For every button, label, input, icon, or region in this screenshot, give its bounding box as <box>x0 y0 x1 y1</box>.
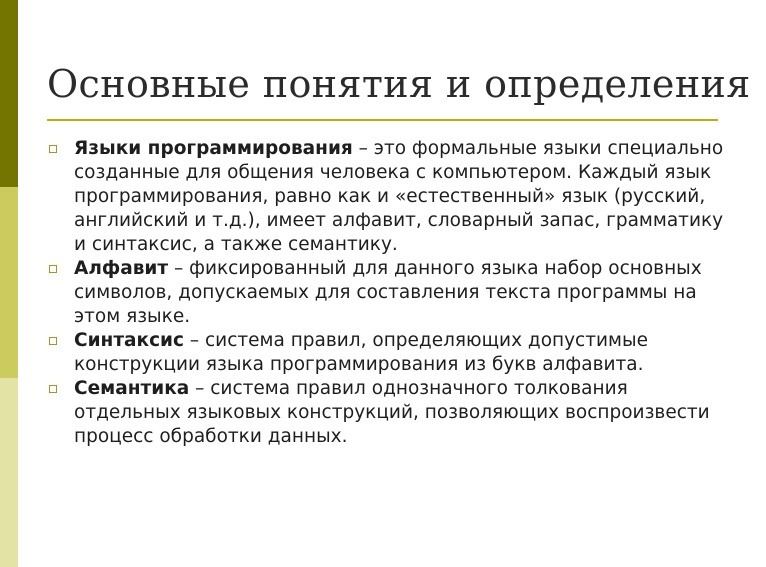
definition-item-syntax <box>45 329 725 377</box>
slide-title: Основные понятия и определения <box>47 62 751 106</box>
definition-text: – система правил однозначного толкования отдельных языковых конструкций, позволяющих воспроизвести процесс обработки данных. <box>74 378 710 447</box>
definition-item-alphabet <box>45 257 725 329</box>
definition-text: – система правил, определяющих допустимые конструкции языка программирования из букв алфавита. <box>74 330 648 375</box>
left-accent-bar <box>0 0 18 567</box>
definition-term: Языки программирования <box>74 138 353 159</box>
accent-bar-bottom-segment <box>0 378 18 567</box>
hollow-square-icon <box>49 385 57 393</box>
accent-bar-top-segment <box>0 0 18 187</box>
definitions-list <box>45 137 725 449</box>
definition-text: – фиксированный для данного языка набор основных символов, допускаемых для составления текста программы на этом языке. <box>74 258 702 327</box>
hollow-square-icon <box>49 265 57 273</box>
definition-text: – это формальные языки специально созданные для общения человека с компьютером. Каждый язык программирования, равно как и «естественный» язык (русский, английский и т.д.), имеет алфавит, словарный запас, грамматику и синтаксис, а также семантику. <box>74 138 724 255</box>
hollow-square-icon <box>49 145 57 153</box>
accent-bar-middle-segment <box>0 187 18 378</box>
definition-term: Алфавит <box>74 258 169 279</box>
hollow-square-icon <box>49 337 57 345</box>
definition-term: Синтаксис <box>74 330 184 351</box>
definition-term: Семантика <box>74 378 190 399</box>
definition-item-languages <box>45 137 725 257</box>
title-underline <box>47 119 718 121</box>
definition-item-semantics <box>45 377 725 449</box>
